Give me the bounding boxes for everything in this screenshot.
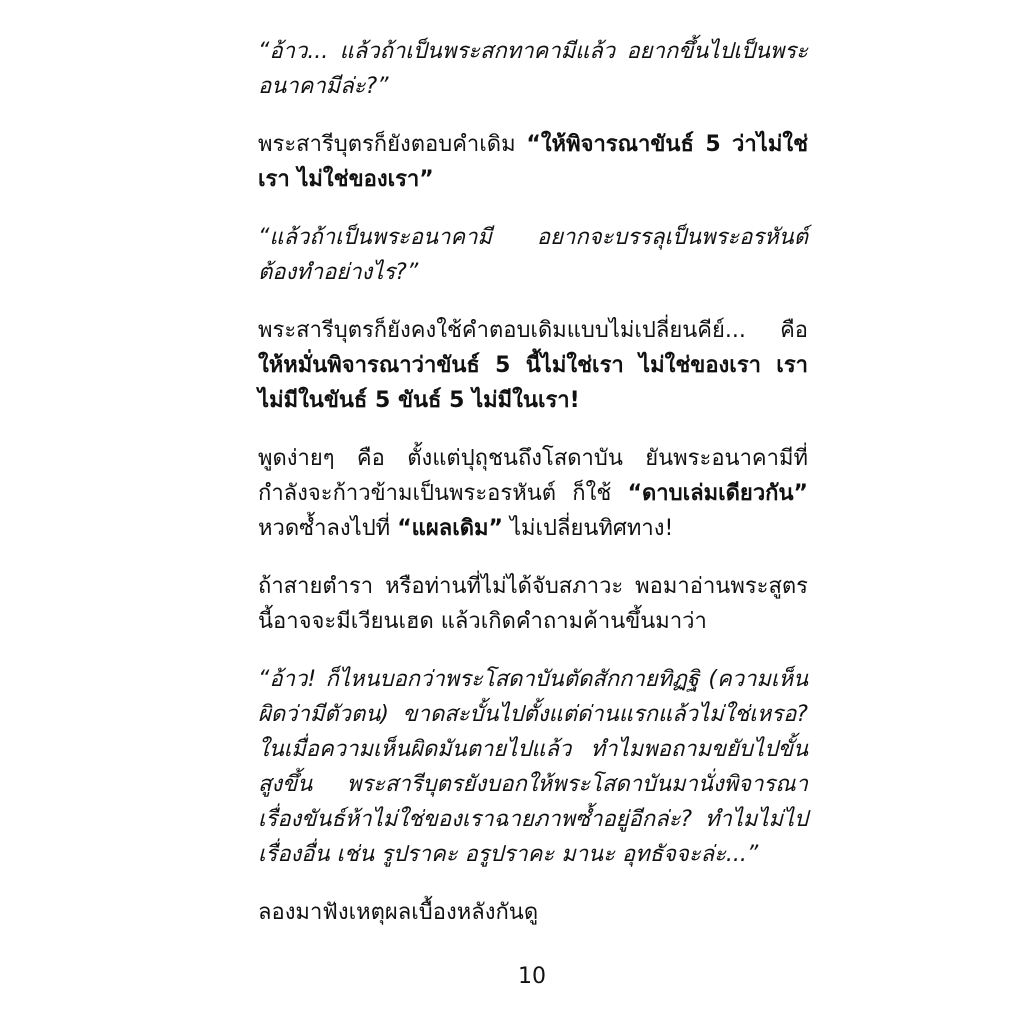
page-body: [258, 34, 808, 953]
paragraph-objection-quote: [258, 662, 808, 872]
text-run: ถ้าสายตำรา หรือท่านที่ไม่ได้จับสภาวะ พอมาอ่านพระสูตรนี้อาจจะมีเวียนเฮด แล้วเกิดคำถามค้านขึ้นมาว่า: [258, 574, 808, 634]
text-run: “อ้าว... แล้วถ้าเป็นพระสกทาคามีแล้ว อยากขึ้นไปเป็นพระอนาคามีล่ะ?”: [258, 39, 808, 99]
bold-phrase: “ดาบเล่มเดียวกัน”: [627, 481, 808, 506]
bold-quote: ให้หมั่นพิจารณาว่าขันธ์ 5 นี้ไม่ใช่เรา ไม่ใช่ของเรา เราไม่มีในขันธ์ 5 ขันธ์ 5 ไม่มีในเรา!: [258, 353, 808, 413]
paragraph-question-anagami: [258, 220, 808, 290]
page-number: 10: [518, 964, 546, 989]
bold-quote: “ให้พิจารณาขันธ์ 5 ว่าไม่ใช่เรา ไม่ใช่ของเรา”: [258, 132, 808, 192]
text-run: หวดซ้ำลงไปที่: [258, 516, 398, 541]
text-run: ไม่เปลี่ยนทิศทาง!: [502, 516, 674, 541]
paragraph-answer-1: [258, 127, 808, 197]
paragraph-explanation: [258, 441, 808, 546]
text-run: “แล้วถ้าเป็นพระอนาคามี อยากจะบรรลุเป็นพระอรหันต์ต้องทำอย่างไร?”: [258, 225, 808, 285]
paragraph-question-sakadagami: [258, 34, 808, 104]
paragraph-answer-2: [258, 313, 808, 418]
text-run: ลองมาฟังเหตุผลเบื้องหลังกันดู: [258, 900, 539, 925]
text-run: พูดง่ายๆ คือ ตั้งแต่ปุถุชนถึงโสดาบัน ยันพระอนาคามีที่กำลังจะก้าวข้ามเป็นพระอรหันต์ ก็ใช้: [258, 446, 808, 506]
paragraph-closing: [258, 895, 808, 930]
text-run: พระสารีบุตรก็ยังคงใช้คำตอบเดิมแบบไม่เปลี่ยนคีย์... คือ: [258, 318, 808, 343]
bold-phrase: “แผลเดิม”: [397, 516, 503, 541]
paragraph-objection-intro: [258, 569, 808, 639]
text-run: “อ้าว! ก็ไหนบอกว่าพระโสดาบันตัดสักกายทิฏฐิ (ความเห็นผิดว่ามีตัวตน) ขาดสะบั้นไปตั้งแต่ด่านแรกแล้วไม่ใช่เหรอ? ในเมื่อความเห็นผิดมันตายไปแล้ว ทำไมพอถามขยับไปขั้นสูงขึ้น พระสารีบุตรยังบอกให้พระโสดาบันมานั่งพิจารณาเรื่องขันธ์ห้าไม่ใช่ของเราฉายภาพซ้ำอยู่อีกล่ะ? ทำไมไม่ไปเรื่องอื่น เช่น รูปราคะ อรูปราคะ มานะ อุทธัจจะล่ะ...”: [258, 667, 808, 867]
text-run: พระสารีบุตรก็ยังตอบคำเดิม: [258, 132, 527, 157]
